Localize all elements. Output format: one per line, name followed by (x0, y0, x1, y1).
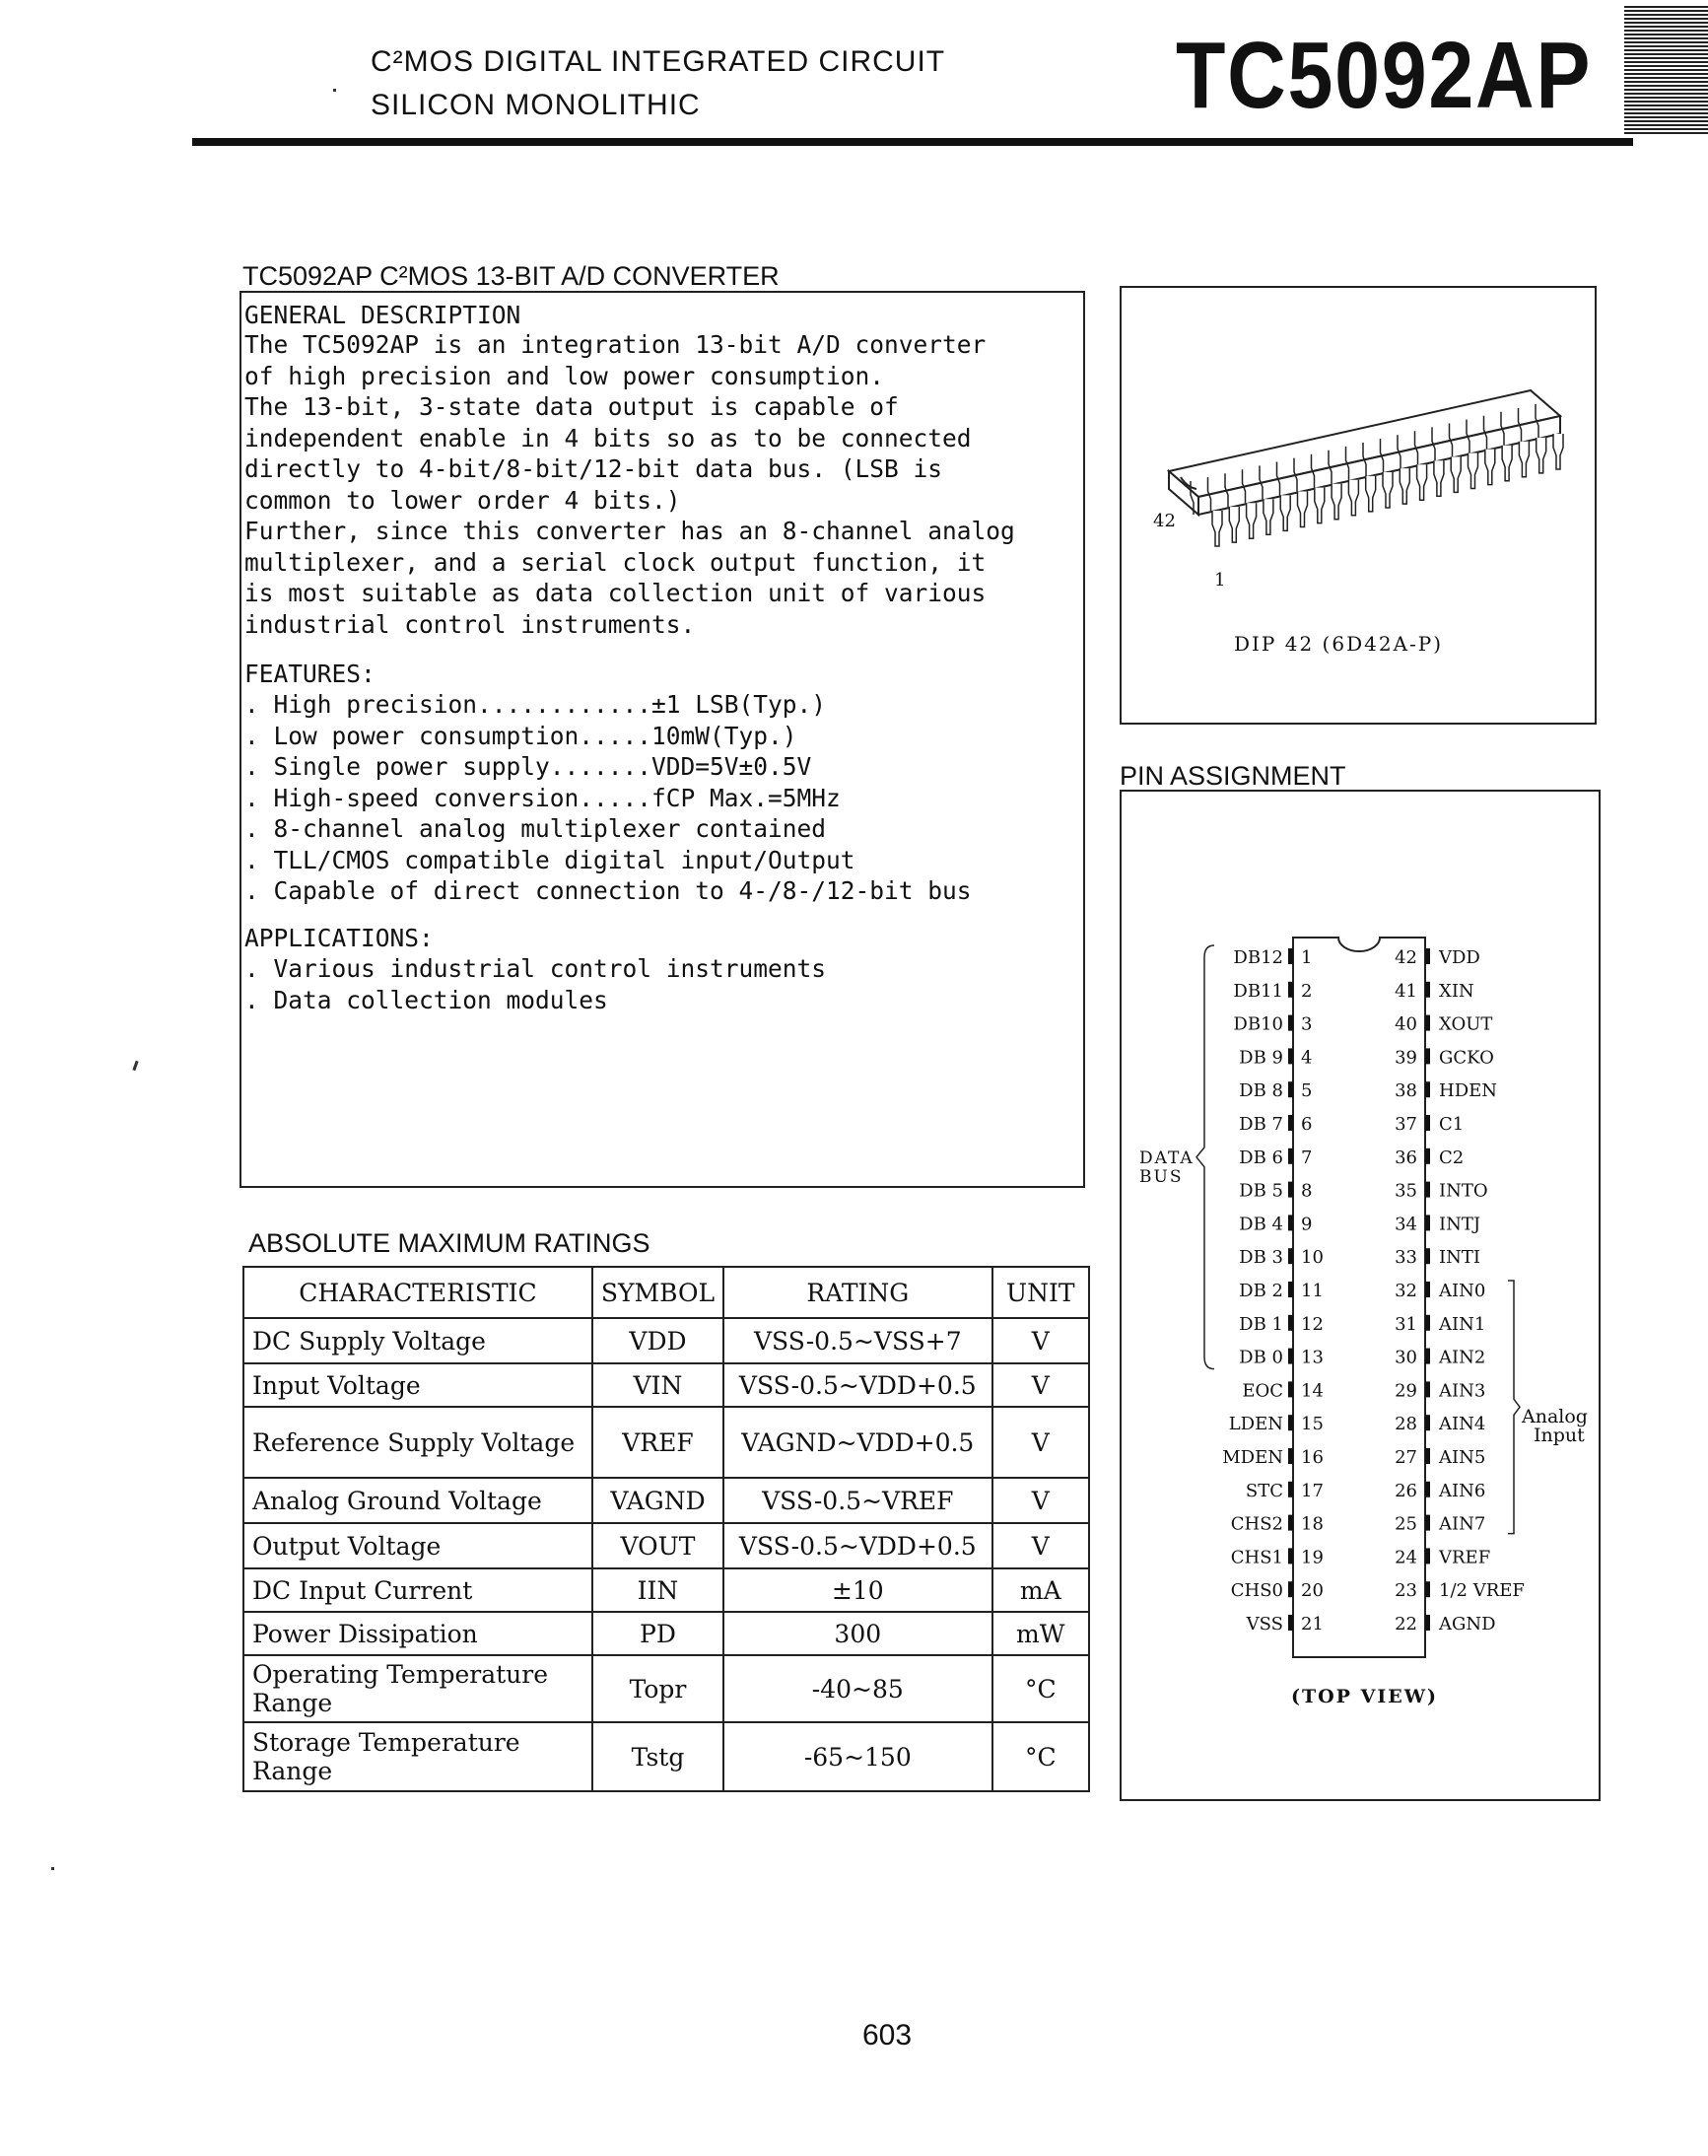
column-header-unit: UNIT (992, 1267, 1089, 1318)
pin-name-left: DB 7 (1239, 1114, 1283, 1135)
pin-name-left: DB 4 (1239, 1214, 1283, 1235)
pin-number-right: 30 (1395, 1347, 1417, 1368)
package-pin (1400, 468, 1409, 504)
general-description-body (244, 329, 1015, 640)
pin-stub-left (1288, 1182, 1293, 1198)
pin-stub-right (1425, 1581, 1430, 1597)
pin-name-left: EOC (1242, 1380, 1283, 1402)
description-line: multiplexer, and a serial clock output function, it (244, 547, 987, 577)
pin-stub-right (1425, 1282, 1430, 1297)
pin-number-left: 15 (1301, 1414, 1324, 1435)
pin-number-left: 19 (1301, 1547, 1324, 1568)
pin-stub-left (1288, 1349, 1293, 1364)
pin-number-left: 10 (1301, 1247, 1324, 1269)
pin-number-left: 21 (1301, 1614, 1324, 1634)
pin-stub-left (1288, 948, 1293, 964)
pin-number-right: 23 (1395, 1580, 1417, 1602)
pin-name-left: DB 5 (1239, 1180, 1283, 1202)
analog-input-label-line1: Analog (1522, 1406, 1588, 1427)
column-header-rating: RATING (723, 1267, 991, 1318)
pin-stub-left (1288, 982, 1293, 998)
pin-name-left: LDEN (1228, 1414, 1283, 1435)
pin-number-right: 29 (1395, 1380, 1417, 1402)
feature-item: . Low power consumption.....10mW(Typ.) (244, 721, 797, 750)
package-pin (1366, 476, 1376, 512)
pin-name-left: CHS0 (1230, 1580, 1283, 1602)
pin-number-left: 4 (1301, 1047, 1313, 1069)
feature-item: . Capable of direct connection to 4-/8-/12-bit bus (244, 876, 972, 905)
pin-number-right: 35 (1395, 1180, 1417, 1202)
description-line: of high precision and low power consumption. (244, 361, 885, 390)
pin-name-right: VREF (1439, 1547, 1491, 1568)
pin-name-left: STC (1245, 1480, 1283, 1501)
pin-name-right: AIN7 (1439, 1513, 1486, 1535)
characteristic-cell: Power Dissipation (243, 1612, 592, 1655)
pin-stub-left (1288, 1315, 1293, 1331)
rating-cell: -40~85 (723, 1655, 991, 1722)
unit-cell: mA (992, 1568, 1089, 1612)
pin-name-right: 1/2 VREF (1439, 1580, 1525, 1602)
feature-item: . High precision............±1 LSB(Typ.) (244, 690, 827, 719)
pin-stub-left (1288, 1515, 1293, 1531)
pin-stub-right (1425, 982, 1430, 998)
analog-input-label-line2: Input (1534, 1425, 1585, 1446)
part-number-title: TC5092AP (1176, 23, 1593, 128)
data-bus-brace (1196, 945, 1214, 1369)
pin-number-left: 17 (1301, 1480, 1324, 1501)
pin-name-right: XIN (1439, 980, 1474, 1002)
package-pin (1485, 450, 1495, 485)
symbol-cell: VREF (592, 1407, 723, 1478)
pin-stub-right (1425, 1349, 1430, 1364)
pin-number-right: 38 (1395, 1080, 1417, 1102)
symbol-cell: VAGND (592, 1478, 723, 1523)
pin-name-left: DB10 (1233, 1013, 1283, 1035)
pin-name-left: CHS1 (1230, 1547, 1283, 1568)
package-pin (1315, 488, 1325, 523)
rating-cell: VAGND~VDD+0.5 (723, 1407, 991, 1478)
pin-number-right: 26 (1395, 1480, 1417, 1501)
characteristic-cell: Operating Temperature Range (243, 1655, 592, 1722)
pin-stub-right (1425, 948, 1430, 964)
package-pin (1247, 503, 1257, 538)
description-line: The 13-bit, 3-state data output is capable of (244, 392, 899, 421)
symbol-cell: IIN (592, 1568, 723, 1612)
page-number: 603 (862, 2019, 913, 2052)
characteristic-cell: DC Input Current (243, 1568, 592, 1612)
pin-stub-right (1425, 1081, 1430, 1097)
pin-stub-right (1425, 1381, 1430, 1397)
pin-name-right: AIN3 (1439, 1380, 1486, 1402)
pin-stub-right (1425, 1515, 1430, 1531)
pin-number-right: 37 (1395, 1114, 1417, 1135)
header-rule (192, 138, 1633, 146)
pin-number-left: 2 (1301, 980, 1313, 1002)
unit-cell: V (992, 1318, 1089, 1363)
package-pin (1383, 472, 1393, 508)
pin-name-right: VDD (1439, 947, 1480, 968)
pin-number-left: 1 (1301, 947, 1313, 968)
pin-name-left: DB 6 (1239, 1147, 1283, 1168)
pin-name-right: AIN4 (1439, 1414, 1486, 1435)
pin-number-right: 33 (1395, 1247, 1417, 1269)
application-item: . Data collection modules (244, 985, 608, 1014)
characteristic-cell: DC Supply Voltage (243, 1318, 592, 1363)
scan-speck (132, 1061, 138, 1071)
pin-name-left: VSS (1246, 1614, 1283, 1634)
rating-cell: ±10 (723, 1568, 991, 1612)
symbol-cell: VOUT (592, 1523, 723, 1568)
data-bus-label-line2: BUS (1139, 1167, 1184, 1187)
pin-name-right: AIN6 (1439, 1480, 1486, 1501)
pin-stub-right (1425, 1315, 1430, 1331)
pin-number-right: 36 (1395, 1147, 1417, 1168)
pin-number-left: 16 (1301, 1447, 1324, 1468)
feature-item: . 8-channel analog multiplexer contained (244, 814, 827, 843)
ratings-row (243, 1478, 1089, 1523)
characteristic-cell: Reference Supply Voltage (243, 1407, 592, 1478)
package-pin (1502, 446, 1512, 481)
pin-stub-left (1288, 1548, 1293, 1564)
header-hatch-decoration (1624, 6, 1708, 136)
pin-number-left: 13 (1301, 1347, 1324, 1368)
pin-number-right: 39 (1395, 1047, 1417, 1069)
pin-number-right: 34 (1395, 1214, 1417, 1235)
pin-number-left: 7 (1301, 1147, 1313, 1168)
pin-name-left: DB 3 (1239, 1247, 1283, 1269)
package-pin (1537, 438, 1546, 473)
pin-name-left: MDEN (1222, 1447, 1283, 1468)
pin-stub-left (1288, 1081, 1293, 1097)
column-header-characteristic: CHARACTERISTIC (243, 1267, 592, 1318)
rating-cell: -65~150 (723, 1722, 991, 1791)
features-heading: FEATURES: (244, 660, 376, 688)
ratings-row (243, 1612, 1089, 1655)
ratings-row (243, 1655, 1089, 1722)
package-pin (1519, 442, 1529, 477)
pin-name-right: GCKO (1439, 1047, 1494, 1069)
pin-stub-right (1425, 1448, 1430, 1464)
application-item: . Various industrial control instruments (244, 954, 827, 983)
pin-name-right: INTI (1439, 1247, 1480, 1269)
scan-speck (51, 1867, 54, 1870)
unit-cell: V (992, 1478, 1089, 1523)
description-line: directly to 4-bit/8-bit/12-bit data bus. (LSB is (244, 454, 943, 483)
pin-name-right: AIN2 (1439, 1347, 1486, 1368)
header-line-1: C²MOS DIGITAL INTEGRATED CIRCUIT (371, 45, 946, 78)
pin-number-left: 8 (1301, 1180, 1313, 1202)
description-line: common to lower order 4 bits.) (244, 485, 681, 515)
package-pin-1-label: 1 (1214, 570, 1226, 591)
pin-stub-left (1288, 1415, 1293, 1430)
pin-number-left: 14 (1301, 1380, 1324, 1402)
package-pin (1469, 453, 1478, 489)
pin-name-right: INTO (1439, 1180, 1488, 1202)
rating-cell: 300 (723, 1612, 991, 1655)
column-header-symbol: SYMBOL (592, 1267, 723, 1318)
ratings-header-row (243, 1267, 1089, 1318)
pin-name-left: DB 2 (1239, 1281, 1283, 1301)
pin-stub-left (1288, 1615, 1293, 1631)
unit-cell: V (992, 1363, 1089, 1407)
feature-item: . TLL/CMOS compatible digital input/Output (244, 845, 855, 874)
package-pin (1332, 484, 1341, 520)
pin-name-right: AIN5 (1439, 1447, 1486, 1468)
pin-number-left: 12 (1301, 1313, 1324, 1335)
pin-name-left: DB 9 (1239, 1047, 1283, 1069)
header-line-2: SILICON MONOLITHIC (371, 89, 701, 121)
pin-stub-left (1288, 1282, 1293, 1297)
pin-number-right: 31 (1395, 1313, 1417, 1335)
pin-number-right: 24 (1395, 1547, 1417, 1568)
pin-stub-left (1288, 1448, 1293, 1464)
symbol-cell: Tstg (592, 1722, 723, 1791)
unit-cell: °C (992, 1722, 1089, 1791)
pin-name-left: DB11 (1233, 980, 1283, 1002)
pin-name-right: C2 (1439, 1147, 1465, 1168)
ratings-row (243, 1363, 1089, 1407)
ratings-row (243, 1407, 1089, 1478)
package-pin-42-label: 42 (1153, 511, 1176, 531)
pin-diagram (1122, 792, 1599, 1799)
pin-stub-right (1425, 1115, 1430, 1131)
package-pin (1348, 480, 1358, 516)
pin-stub-left (1288, 1381, 1293, 1397)
scan-speck (333, 89, 336, 92)
pin-number-right: 22 (1395, 1614, 1417, 1634)
package-pin (1451, 456, 1461, 492)
pin-stub-right (1425, 1015, 1430, 1031)
symbol-cell: PD (592, 1612, 723, 1655)
pin-stub-right (1425, 1615, 1430, 1631)
ratings-row (243, 1523, 1089, 1568)
pin-name-right: AGND (1439, 1614, 1496, 1634)
symbol-cell: VDD (592, 1318, 723, 1363)
package-pin (1212, 511, 1222, 546)
pin-number-left: 20 (1301, 1580, 1324, 1602)
unit-cell: mW (992, 1612, 1089, 1655)
pin-number-left: 18 (1301, 1513, 1324, 1535)
package-pin (1229, 507, 1239, 542)
ratings-table (242, 1266, 1090, 1792)
pin-number-right: 41 (1395, 980, 1417, 1002)
pin-name-left: DB 8 (1239, 1080, 1283, 1102)
description-line: is most suitable as data collection unit of various (244, 579, 987, 607)
package-pin (1434, 460, 1444, 496)
feature-item: . Single power supply.......VDD=5V±0.5V (244, 752, 812, 781)
pin-number-left: 9 (1301, 1214, 1313, 1235)
absolute-max-ratings-title: ABSOLUTE MAXIMUM RATINGS (248, 1228, 650, 1258)
pin-number-left: 5 (1301, 1080, 1313, 1102)
pin-number-right: 32 (1395, 1281, 1417, 1301)
pin-number-right: 40 (1395, 1013, 1417, 1035)
pin-stub-left (1288, 1581, 1293, 1597)
pin-name-left: DB 1 (1239, 1313, 1283, 1335)
package-pin (1298, 492, 1308, 527)
pin-stub-left (1288, 1248, 1293, 1264)
pin-stub-right (1425, 1248, 1430, 1264)
symbol-cell: VIN (592, 1363, 723, 1407)
rating-cell: VSS-0.5~VDD+0.5 (723, 1363, 991, 1407)
description-line: independent enable in 4 bits so as to be connected (244, 423, 972, 452)
package-pin (1264, 499, 1273, 534)
applications-list (244, 953, 826, 1015)
pin-name-right: HDEN (1439, 1080, 1498, 1102)
dip42-package-drawing (1122, 288, 1595, 723)
pin-stub-right (1425, 1415, 1430, 1430)
pin-number-left: 6 (1301, 1114, 1313, 1135)
pin-name-right: AIN1 (1439, 1313, 1486, 1335)
package-caption: DIP 42 (6D42A-P) (1234, 632, 1444, 656)
general-description-heading: GENERAL DESCRIPTION (244, 301, 521, 329)
characteristic-cell: Output Voltage (243, 1523, 592, 1568)
data-bus-label-line1: DATA (1139, 1148, 1195, 1168)
pin-name-left: CHS2 (1230, 1513, 1283, 1535)
ratings-row (243, 1318, 1089, 1363)
characteristic-cell: Input Voltage (243, 1363, 592, 1407)
section-title-converter: TC5092AP C²MOS 13-BIT A/D CONVERTER (242, 261, 780, 291)
pin-stub-right (1425, 1182, 1430, 1198)
ratings-row (243, 1568, 1089, 1612)
pin-stub-left (1288, 1015, 1293, 1031)
pin-name-right: INTJ (1439, 1214, 1481, 1235)
rating-cell: VSS-0.5~VREF (723, 1478, 991, 1523)
pin-name-right: C1 (1439, 1114, 1465, 1135)
pin-stub-left (1288, 1115, 1293, 1131)
characteristic-cell: Analog Ground Voltage (243, 1478, 592, 1523)
features-list (244, 689, 972, 907)
pin-stub-left (1288, 1048, 1293, 1064)
analog-input-bracket (1508, 1281, 1520, 1534)
pin-stub-left (1288, 1148, 1293, 1164)
package-pin (1280, 495, 1290, 530)
top-view-label: (TOP VIEW) (1291, 1686, 1439, 1707)
feature-item: . High-speed conversion.....fCP Max.=5MHz (244, 783, 841, 812)
ratings-row (243, 1722, 1089, 1791)
pin-name-right: XOUT (1439, 1013, 1493, 1035)
pin-number-right: 28 (1395, 1414, 1417, 1435)
pin-number-right: 27 (1395, 1447, 1417, 1468)
pin-stub-right (1425, 1048, 1430, 1064)
pin-name-left: DB12 (1233, 947, 1283, 968)
pin-stub-right (1425, 1548, 1430, 1564)
unit-cell: °C (992, 1655, 1089, 1722)
description-line: industrial control instruments. (244, 609, 696, 639)
pin-assignment-title: PIN ASSIGNMENT (1120, 761, 1346, 791)
pin-stub-right (1425, 1215, 1430, 1230)
pin-number-right: 42 (1395, 947, 1417, 968)
package-pin (1553, 434, 1563, 469)
pin-number-right: 25 (1395, 1513, 1417, 1535)
unit-cell: V (992, 1523, 1089, 1568)
pin-name-right: AIN0 (1439, 1281, 1486, 1301)
description-line: Further, since this converter has an 8-channel analog (244, 517, 1015, 545)
description-line: The TC5092AP is an integration 13-bit A/D converter (244, 330, 987, 359)
rating-cell: VSS-0.5~VSS+7 (723, 1318, 991, 1363)
pin-stub-right (1425, 1482, 1430, 1497)
pin-stub-right (1425, 1148, 1430, 1164)
pin-number-left: 11 (1301, 1281, 1324, 1301)
package-pin (1417, 464, 1427, 500)
pin-stub-left (1288, 1482, 1293, 1497)
symbol-cell: Topr (592, 1655, 723, 1722)
applications-heading: APPLICATIONS: (244, 924, 434, 952)
pin-number-left: 3 (1301, 1013, 1313, 1035)
pin-name-left: DB 0 (1239, 1347, 1283, 1368)
rating-cell: VSS-0.5~VDD+0.5 (723, 1523, 991, 1568)
pin-stub-left (1288, 1215, 1293, 1230)
characteristic-cell: Storage Temperature Range (243, 1722, 592, 1791)
unit-cell: V (992, 1407, 1089, 1478)
